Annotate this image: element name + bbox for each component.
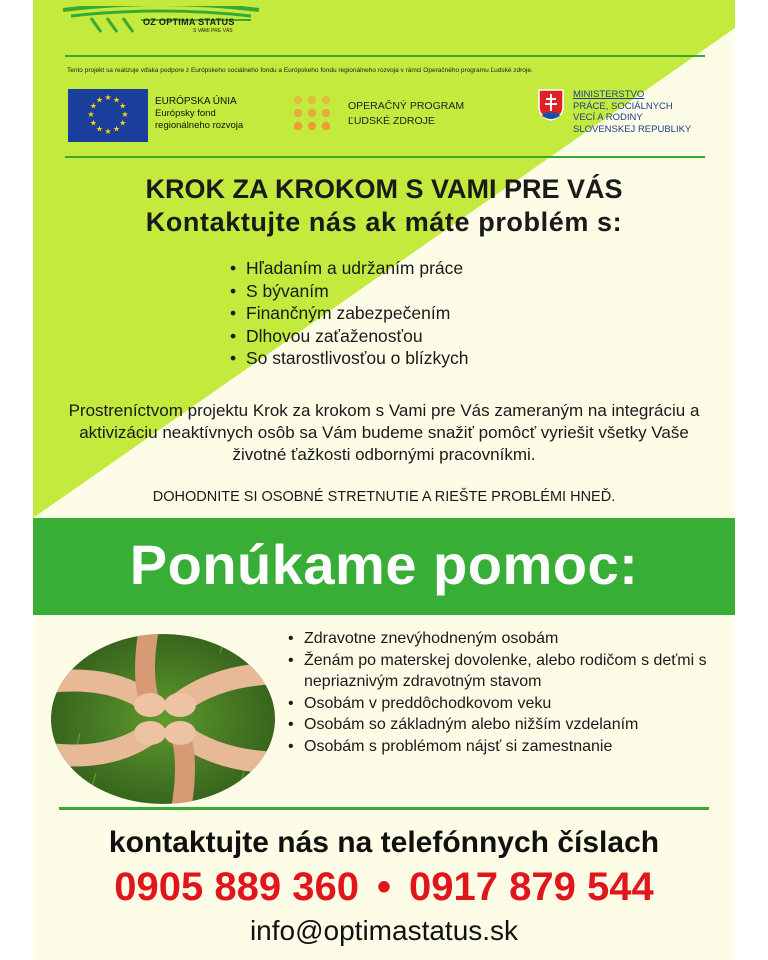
- phone-number-2[interactable]: 0917 879 544: [409, 865, 654, 909]
- list-item: • Hľadaním a udržaním práce: [230, 257, 469, 280]
- ministry-line1: MINISTERSTVO: [573, 89, 645, 100]
- eu-flag-icon: [68, 89, 148, 142]
- list-item: • Osobám so základným alebo nižším vzdelaním: [288, 714, 708, 736]
- offers-list: [288, 628, 708, 757]
- ministry-line2: PRÁCE, SOCIÁLNYCH: [573, 100, 673, 112]
- ministry-partner-text: [573, 89, 691, 135]
- main-subtitle: Kontaktujte nás ak máte problém s:: [145, 207, 623, 237]
- slovak-crest-icon: [538, 89, 564, 121]
- bottom-section: [33, 615, 735, 960]
- contact-title: kontaktujte nás na telefónnych číslach: [108, 826, 660, 859]
- list-item: • So starostlivosťou o blízkych: [230, 347, 469, 370]
- list-item: • S bývaním: [230, 280, 469, 303]
- problems-list: [230, 257, 469, 370]
- eu-line3: regionálneho rozvoja: [155, 120, 244, 131]
- list-item: • Dlhovou zaťaženosťou: [230, 325, 469, 348]
- op-line2: ĽUDSKÉ ZDROJE: [348, 115, 435, 127]
- svg-text:★: ★: [104, 93, 112, 102]
- helping-hands-photo: [50, 633, 276, 805]
- op-partner-text: [348, 99, 464, 129]
- svg-text:★: ★: [104, 127, 112, 136]
- ministry-line4: SLOVENSKEJ REPUBLIKY: [573, 123, 692, 135]
- project-description: Prostreníctvom projektu Krok za krokom s Vami pre Vás zameraným na integráciu a aktivizáciu neaktívnych osôb sa Vám budeme snažiť pomôcť vyriešit všetky Vaše životné ťažkosti odbornými pracovníkmi.: [68, 401, 700, 464]
- svg-text:★: ★: [121, 110, 129, 119]
- offer-banner: [33, 518, 735, 615]
- ministry-line3: VECÍ A RODINY: [573, 112, 643, 123]
- partners-rule: [65, 156, 705, 158]
- svg-text:★: ★: [89, 101, 97, 111]
- list-item: • Ženám po materskej dovolenke, alebo rodičom s deťmi s nepriaznivým zdravotným stavom: [288, 650, 708, 693]
- svg-text:★: ★: [89, 118, 97, 128]
- svg-text:★: ★: [112, 124, 121, 134]
- phone-separator: •: [376, 865, 391, 909]
- list-item: • Osobám s problémom nájsť si zamestnanie: [288, 736, 708, 758]
- header-rule: [65, 55, 705, 57]
- main-title: KROK ZA KROKOM S VAMI PRE VÁS: [145, 174, 623, 204]
- eu-line2: Európsky fond: [155, 108, 216, 119]
- eu-partner-text: [155, 96, 243, 132]
- funding-disclaimer: Tento projekt sa realizuje vďaka podpore z Európskeho sociálneho fondu a Európskeho fondu regionálneho rozvoja v rámci Operačného programu Ľudské zdroje.: [67, 67, 533, 74]
- svg-text:★: ★: [87, 110, 95, 119]
- list-item: • Finančným zabezpečením: [230, 302, 469, 325]
- operational-program-dots-icon: [293, 95, 331, 131]
- list-item: • Osobám v preddôchodkovom veku: [288, 693, 708, 715]
- svg-text:★: ★: [95, 124, 104, 134]
- phone-number-1[interactable]: 0905 889 360: [114, 865, 359, 909]
- call-to-action: DOHODNITE SI OSOBNÉ STRETNUTIE A RIEŠTE PROBLÉMI HNEĎ.: [152, 489, 616, 505]
- svg-text:★: ★: [112, 95, 121, 105]
- svg-text:★: ★: [119, 118, 127, 128]
- svg-text:★: ★: [119, 101, 127, 111]
- offer-banner-title: Ponúkame pomoc:: [129, 533, 639, 596]
- poster: [33, 0, 735, 960]
- list-item: • Zdravotne znevýhodneným osobám: [288, 628, 708, 650]
- logo-name: OZ OPTIMA STATUS: [143, 17, 235, 27]
- op-line1: OPERAČNÝ PROGRAM: [348, 100, 465, 112]
- svg-text:★: ★: [95, 95, 104, 105]
- email-link[interactable]: info@optimastatus.sk: [249, 915, 519, 946]
- logo-tagline: S VAMI PRE VÁS: [193, 28, 233, 34]
- contact-rule: [59, 807, 709, 810]
- phone-numbers: [33, 865, 735, 910]
- eu-line1: EURÓPSKA ÚNIA: [155, 96, 237, 107]
